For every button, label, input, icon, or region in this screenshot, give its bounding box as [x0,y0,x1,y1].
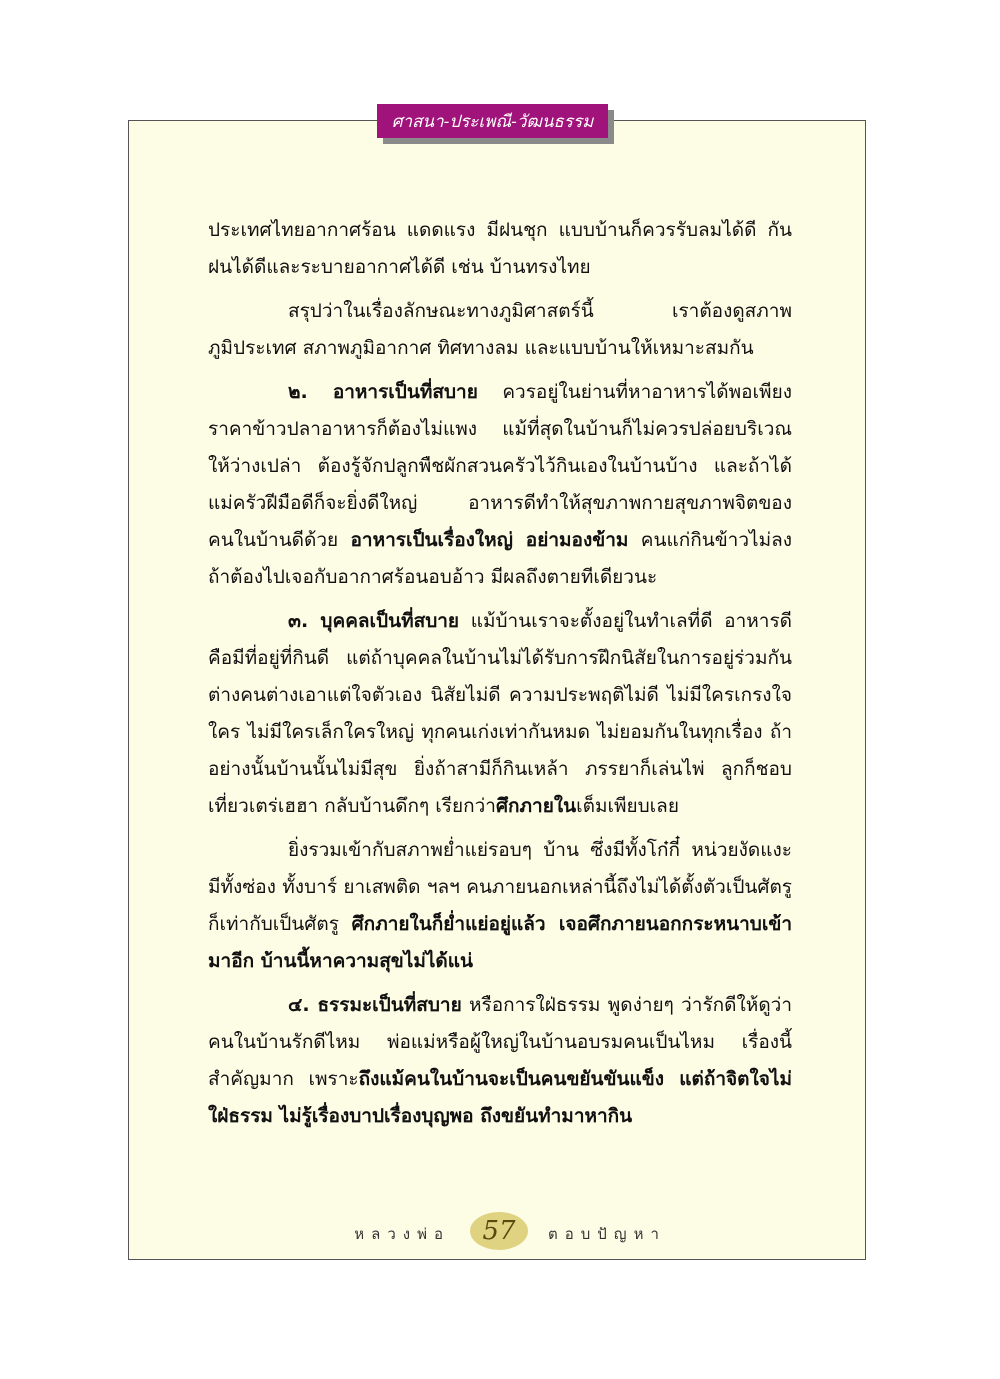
heading-food: ๒. อาหารเป็นที่สบาย [288,381,478,403]
body-text [208,212,792,1142]
heading-people: ๓. บุคคลเป็นที่สบาย [288,610,460,632]
section-title: ศาสนา-ประเพณี-วัฒนธรรม [377,104,608,138]
paragraph-6-text-a: หรือการใฝ่ธรรม พูดง่ายๆ ว่ารักดีให้ดูว่าคนในบ้านรักดีไหม พ่อแม่หรือผู้ใหญ่ในบ้านอบรมคนเป็นไหม เรื่องนี้สำคัญมาก เพราะ [208,994,793,1090]
heading-dhamma: ๔. ธรรมะเป็นที่สบาย [288,994,462,1016]
footer-right-text: ตอบปัญหา [548,1225,666,1243]
paragraph-6 [208,987,792,1135]
paragraph-3 [208,374,792,596]
page-footer [0,1212,1000,1252]
paragraph-5-text-a: ยิ่งรวมเข้ากับสภาพย่ำแย่รอบๆ บ้าน ซึ่งมีทั้งโก๋กี๋ หน่วยงัดแงะ มีทั้งซ่อง ทั้งบาร์ ยาเสพติด ฯลฯ คนภายนอกเหล่านี้ถึงไม่ได้ตั้งตัวเป็นศัตรูก็เท่ากับเป็นศัตรู [208,839,792,935]
paragraph-4 [208,603,792,825]
footer-left-text: หลวงพ่อ [354,1225,450,1243]
paragraph-2: สรุปว่าในเรื่องลักษณะทางภูมิศาสตร์นี้ เราต้องดูสภาพภูมิประเทศ สภาพภูมิอากาศ ทิศทางลม และแบบบ้านให้เหมาะสมกัน [208,300,792,359]
section-header [377,104,614,144]
emphasis-dhamma: ถึงแม้คนในบ้านจะเป็นคนขยันขันแข็ง แต่ถ้าจิตใจไม่ใฝ่ธรรม ไม่รู้เรื่องบาปเรื่องบุญพอ ถึงขยันทำมาหากิน [208,1068,792,1127]
paragraph-5 [208,832,792,980]
page-number: 57 [470,1212,528,1250]
paragraph-4-text-a: แม้บ้านเราจะตั้งอยู่ในทำเลที่ดี อาหารดี คือมีที่อยู่ที่กินดี แต่ถ้าบุคคลในบ้านไม่ได้รับการฝึกนิสัยในการอยู่ร่วมกัน ต่างคนต่างเอาแต่ใจตัวเอง นิสัยไม่ดี ความประพฤติไม่ดี ไม่มีใครเกรงใจใคร ไม่มีใครเล็กใครใหญ่ ทุกคนเก่งเท่ากันหมด ไม่ยอมกันในทุกเรื่อง ถ้าอย่างนั้นบ้านนั้นไม่มีสุข ยิ่งถ้าสามีก็กินเหล้า ภรรยาก็เล่นไพ่ ลูกก็ชอบเที่ยวเตร่เฮฮา กลับบ้านดึกๆ เรียกว่า [208,610,792,817]
paragraph-3-text-b: คนแก่กินข้าวไม่ลง ถ้าต้องไปเจอกับอากาศร้อนอบอ้าว มีผลถึงตายทีเดียวนะ [208,529,793,588]
paragraph-3-text-a: ควรอยู่ในย่านที่หาอาหารได้พอเพียง ราคาข้าวปลาอาหารก็ต้องไม่แพง แม้ที่สุดในบ้านก็ไม่ควรปล่อยบริเวณให้ว่างเปล่า ต้องรู้จักปลูกพืชผักสวนครัวไว้กินเองในบ้านบ้าง และถ้าได้แม่ครัวฝีมือดีก็จะยิ่งดีใหญ่ อาหารดีทำให้สุขภาพกายสุขภาพจิตของคนในบ้านดีด้วย [208,381,792,551]
paragraph-4-text-b: เต็มเพียบเลย [576,795,679,817]
paragraph-1: ประเทศไทยอากาศร้อน แดดแรง มีฝนชุก แบบบ้านก็ควรรับลมได้ดี กันฝนได้ดีและระบายอากาศได้ดี เช่น บ้านทรงไทย [208,219,792,278]
emphasis-outer-war: ศึกภายในก็ย่ำแย่อยู่แล้ว เจอศึกภายนอกกระหนาบเข้ามาอีก บ้านนี้หาความสุขไม่ได้แน่ [208,913,792,972]
emphasis-food: อาหารเป็นเรื่องใหญ่ อย่ามองข้าม [350,529,629,551]
emphasis-inner-war: ศึกภายใน [495,795,577,817]
